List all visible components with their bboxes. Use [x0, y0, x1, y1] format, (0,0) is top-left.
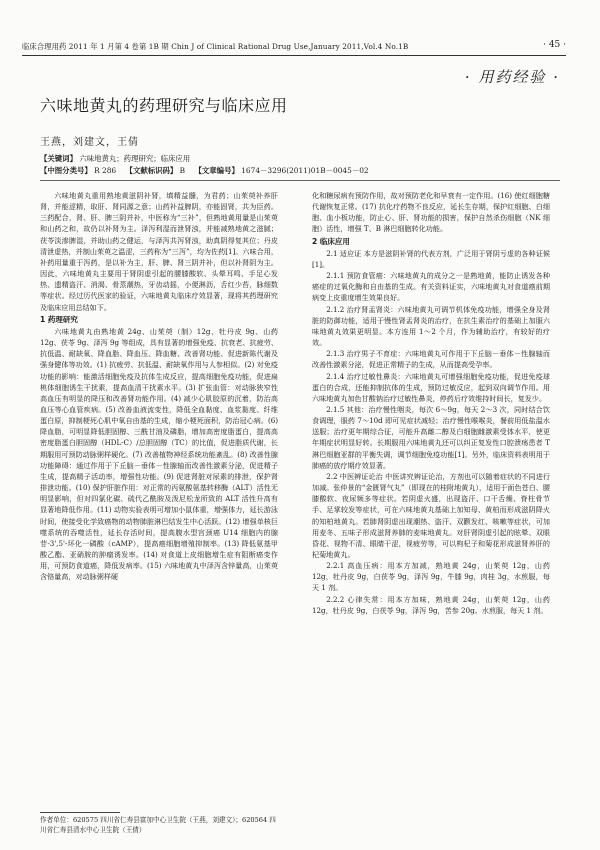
right-column	[312, 190, 550, 616]
clc-value: R 286	[94, 166, 117, 175]
keywords-line	[40, 153, 369, 165]
header-divider	[22, 55, 566, 56]
doc-code-label: 【文献标识码】	[125, 166, 178, 175]
arrhythmia-paragraph: 2.2.2 心律失常：用本方加味，熟地黄 24g，山茱萸 12g，山药 12g，牡丹皮 9g，白茯苓 9g，泽泻 9g，苦参 20g。水煎服，每天 1 剂。	[312, 594, 550, 615]
doc-code-value: B	[179, 166, 186, 175]
article-no-value: 1674－3296(2011)01B－0045－02	[241, 166, 369, 175]
intro-paragraph: 六味地黄丸重用熟地黄滋阴补肾，填精益髓，为君药；山茱萸补养肝肾，并能涩精，取肝、肾同源之意；山药补益脾阴，亦能固肾，共为臣药。三药配合，肾、肝、脾三阴并补，中医称为“三补”，但熟地黄用量是山茱萸和山药之和，故仍以补肾为主。泽泻利湿而泄肾浊，并能减熟地黄之滋腻；茯苓淡渗脾湿，并助山药之健运，与泽泻共泻肾浊，助真阴得复其位；丹皮清泄虚热，并制山茱萸之温涩，三药称为“三泻”，均为佐药[1]。六味合用，补药用量重于泻药，是以补为主，肝、脾、肾三阴并补，但以补肾阴为主。因此，六味地黄丸主要用于肾阴虚引起的腰膝酸软、头晕耳鸣、手足心发热、遗精盗汗、消渴、骨蒸潮热，牙齿动摇，小便淋沥，舌红少苔，脉细数等症状。经过历代医家的验证，六味地黄丸临床疗效显著，现将其药理研究及临床应用总结如下。	[40, 191, 278, 312]
keywords-label: 【关键词】	[40, 154, 77, 163]
left-column	[40, 190, 278, 582]
section-heading-clinical: 2 临床应用	[312, 236, 350, 246]
hypertension-paragraph: 2.2.1 高血压病：用本方加减，熟地黄 24g，山茱萸 12g，山药 12g，牡丹皮 9g，白茯苓 9g，泽泻 9g，牛膝 9g，肉桂 3g，水煎服，每天 1 剂。	[312, 561, 550, 593]
keywords-divider	[40, 180, 560, 181]
rhinitis-paragraph: 2.1.4 治疗过敏性鼻炎：六味地黄丸可增强细胞免疫功能，促进免疫球蛋白的合成，还能抑制抗体的生成，预防过敏反应，起到双向调节作用。用六味地黄丸加色甘酸钠治疗过敏性鼻炎，停药后疗效维持时间长，复发少。	[312, 371, 550, 403]
keywords-block	[40, 153, 369, 177]
author-affiliation-footnote: 作者单位：620575 四川省仁寿县富加中心卫生院（王燕，刘建文）；620564 四川省仁寿县清水中心卫生院（王倩）	[40, 816, 276, 834]
tcm-paragraph: 2.2 中医辨证论治 中医讲究辨证论治，方剂也可以随着症状的不同进行加减。张仲景的“金匮肾气丸”（即现在的桂附地黄丸），适用于面色苍白、腰膝酸软、夜尿频多等症状。若阴虚火盛，出现盗汗、口干舌燥、脊柱骨节手、足掌较发等症状，可在六味地黄丸基础上加知母、黄柏而形成滋阴降火的知柏地黄丸。若肺肾阴虚出现潮热、盗汗、双颧发红、咳嗽等症状，可加用麦冬、五味子形成滋肾养肺的麦味地黄丸。对肝肾阴虚引起的眩晕、双眼昏花、视物不清、眼睛干涩，视疲劳等，可以枸杞子和菊花形成滋肾养肝的杞菊地黄丸。	[312, 471, 550, 559]
article-title: 六味地黄丸的药理研究与临床应用	[40, 96, 288, 115]
section-heading-pharmacology: 1 药理研究	[40, 314, 78, 324]
pyelonephritis-paragraph: 2.1.2 治疗肾盂肾炎：六味地黄丸可调节机体免疫功能，增强全身及肾脏的防御功能，适用于慢性肾盂肾炎的治疗，在抗生素治疗的基础上加服六味地黄丸效果更明显。本方连用 1～2 个月，作为辅助治疗，有较好的疗效。	[312, 304, 550, 348]
page-number: · 45 ·	[543, 40, 566, 50]
article-no-label: 【文章编号】	[194, 166, 239, 175]
footnote-divider	[40, 812, 120, 813]
infertility-paragraph: 2.1.3 治疗男子不育症：六味地黄丸可作用于下丘脑－垂体－性腺轴而改善性激素分泌，促进正常精子的生成，从而提高受孕率。	[312, 349, 550, 370]
pharmacology-continued: 化和糖尿病有预防作用，故对预防老化和早衰有一定作用。(16) 使红细胞糖代谢恢复正常。(17) 抗化疗药物不良反应，延长生存期，保护红细胞、白细胞、血小板功能，防止心、肝、肾功能的损害，保护自然杀伤细胞（NK 细胞）活性，增强 T、B 淋巴细胞转化功能。	[312, 191, 550, 234]
article-authors: 王燕，刘建文，王倩	[40, 137, 139, 148]
journal-line: 临床合理用药 2011 年 1 月第 4 卷第 1B 期 Chin J of Clinical Rational Drug Use,January 2011,Vol.4 No.1B	[22, 42, 409, 51]
indications-paragraph: 2.1 适应证 本方是滋阴补肾的代表方剂，广泛用于肾阴亏虚的各种证候[1]。	[312, 248, 550, 269]
keywords: 六味地黄丸；药理研究；临床应用	[79, 154, 191, 163]
other-uses-paragraph: 2.1.5 其他：治疗慢性咽炎，每次 6～9g，每天 2～3 次，同时结合饮食调理，服药 7～10d 即可见症状减轻；治疗慢性喉喉炎，餐前用低盐温水送服；治疗更年期综合征，可能升高雌二醇及白细胞雌激素受体水平，使更年期症状明显好转。长期服用六味地黄丸还可以纠正复发性口腔溃疡患者 T 淋巴细胞亚群的平衡失调，调节细胞免疫功能[1]。另外，临床资料表明用于肺癌的放疗期疗效显著。	[312, 404, 550, 470]
classification-line	[40, 165, 369, 177]
clc-label: 【中图分类号】	[40, 166, 92, 175]
pharmacology-paragraph: 六味地黄丸由熟地黄 24g、山茱萸（制）12g、牡丹皮 9g、山药 12g、茯苓 9g、泽泻 9g 等组成，具有显著的增强免疫、抗衰老、抗疲劳、抗低温、耐缺氧、降血脂、降血压、降血糖、改善肾功能、促进新陈代谢及强身健体等功效。(1) 抗疲劳、抗低温、耐缺氧作用与人参相似。(2) 对免疫功能的影响：能激活细胞免疫及抗体生成反应，提高细胞免疫功能，促进扁桃体细胞诱生干扰素，提高血清干扰素水平。(3) 扩张血管：对动脉狭窄性高血压有明显的降压和改善肾功能作用。(4) 减少心肌胶原的沉着，防治高血压等心血管疾病。(5) 改善血液流变性，降低全血黏度、血浆黏度、纤维蛋白原，抑制梗死心肌中氧自由基的生成，缩小梗死面积，防治冠心病。(6) 降血脂，可明显降低胆固醇、三酰甘油及磷脂，增加高密度脂蛋白，提高高密度脂蛋白胆固醇（HDL-C）/总胆固醇（TC）的比值，促进脂质代谢，长期服用可预防动脉粥样硬化。(7) 改善植物神经系统功能紊乱。(8) 改善性腺功能障碍：通过作用于下丘脑－垂体－性腺轴而改善性激素分泌，促进精子生成，提高精子活动率，增强性功能。(9) 促进肾脏对尿素的排泄，保护肾排泄功能。(10) 保护肝脏作用：对正常的丙氨酸氨基转移酶（ALT）活性无明显影响，但对四氯化碳、硫代乙酰胺及泼尼松龙所致的 ALT 活性升高有显著地降低作用。(11) 动物实验表明可增加小鼠体重，增强体力，延长游泳时间，使接受化学致癌物的动物肺脏淋巴结发生中心活跃。(12) 增强单核巨噬系统的吞噬活性，延长存活时间，提高腹水型宫颈癌 U14 细胞内的腺苷-3',5'-环化一磷酸（cAMP），提高癌细胞增殖抑制率。(13) 降低氨基甲酸乙酯、亚硝胺的肿瘤诱发率。(14) 对食道上皮细胞增生症有阻断癌变作用，可预防食道癌，降低发病率。(15) 六味地黄丸中泽泻含锌量高，山茱萸含铬量高，对动脉粥样硬	[40, 326, 278, 582]
esophageal-cancer-paragraph: 2.1.1 预防食管癌：六味地黄丸的成分之一是熟地黄，能防止诱发各种癌症的过氧化酶和自由基的生成。有关资料证实，六味地黄丸对食道癌前期病变上皮重度增生效果良好。	[312, 271, 550, 303]
section-label: · 用药经验 ·	[464, 68, 560, 86]
